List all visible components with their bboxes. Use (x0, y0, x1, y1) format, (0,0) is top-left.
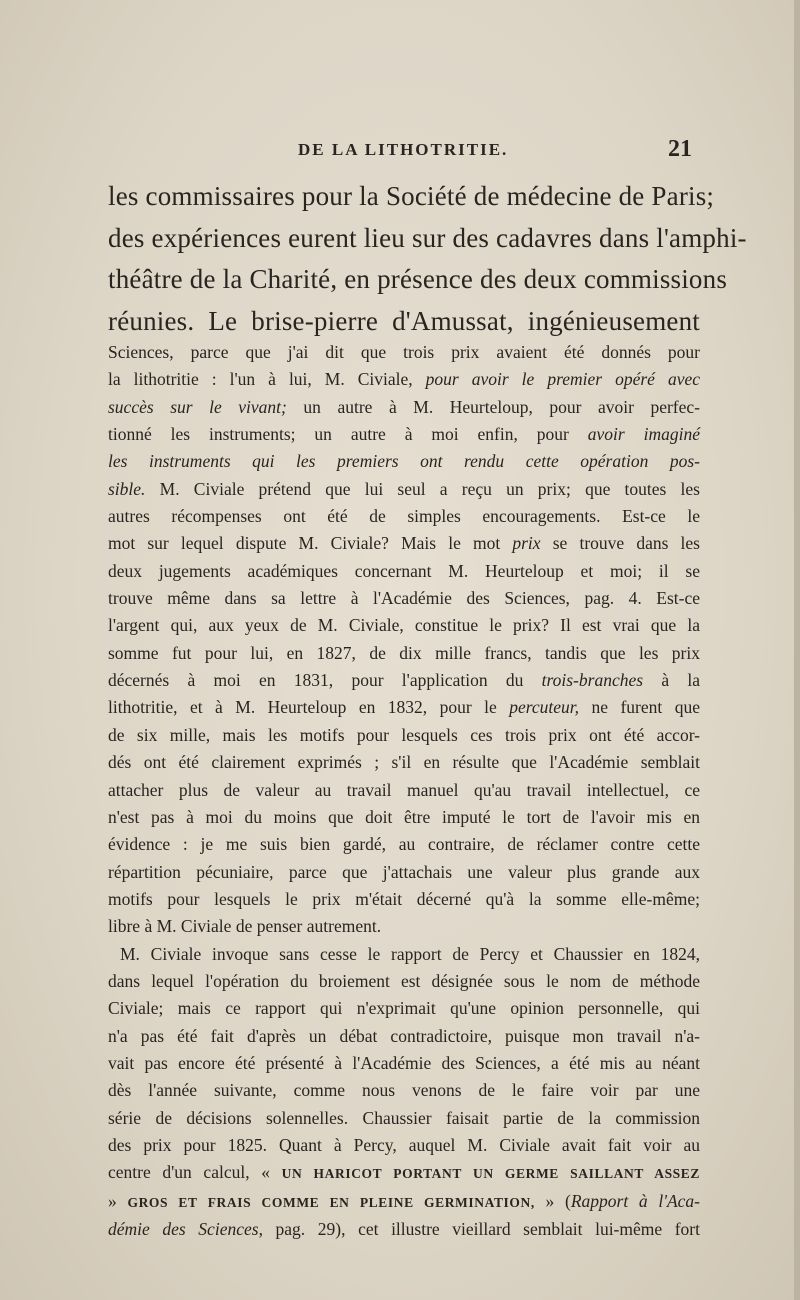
footnote-line: mot sur lequel dispute M. Civiale? Mais le mot prix se trouve dans les (108, 533, 700, 554)
footnote-line: n'a pas été fait d'après un débat contradictoire, puisque mon travail n'a- (108, 1025, 700, 1046)
footnote-line: Sciences, parce que j'ai dit que trois prix avaient été donnés pour (108, 342, 700, 362)
emphasis: sible. (108, 478, 146, 499)
footnote-line: vait pas encore été présenté à l'Académie des Sciences, a été mis au néant (108, 1052, 700, 1073)
page-number: 21 (668, 136, 692, 162)
footnote-line: attacher plus de valeur au travail manuel qu'au travail intellectuel, ce (108, 779, 700, 800)
footnote-line: » GROS ET FRAIS COMME EN PLEINE GERMINATION, » (Rapport à l'Aca- (108, 1190, 700, 1211)
footnote-line: la lithotritie : l'un à lui, M. Civiale, pour avoir le premier opéré avec (108, 369, 700, 390)
footnote-line: Civiale; mais ce rapport qui n'exprimait qu'une opinion personnelle, qui (108, 998, 700, 1019)
main-text-line: réunies. Le brise-pierre d'Amussat, ingénieusement (108, 305, 700, 336)
footnote-line: motifs pour lesquels le prix m'était décerné qu'à la somme elle-même; (108, 888, 700, 909)
footnote-line: sible. M. Civiale prétend que lui seul a reçu un prix; que toutes les (108, 478, 700, 499)
footnote-line: centre d'un calcul, « UN HARICOT PORTANT UN GERME SAILLANT ASSEZ (108, 1162, 700, 1183)
footnote-line: M. Civiale invoque sans cesse le rapport de Percy et Chaussier en 1824, (120, 943, 700, 964)
footnote-line: des prix pour 1825. Quant à Percy, auquel M. Civiale avait fait voir au (108, 1134, 700, 1155)
small-caps-quote: UN HARICOT PORTANT UN GERME SAILLANT ASSEZ (281, 1166, 700, 1182)
footnote-line: n'est pas à moi du moins que doit être imputé le tort de l'avoir mis en (108, 806, 700, 827)
footnote-line: dès l'année suivante, comme nous venons de le faire voir par une (108, 1080, 700, 1101)
emphasis: prix (512, 533, 541, 554)
footnote-line: de six mille, mais les motifs pour lesquels ces trois prix ont été accor- (108, 724, 700, 745)
emphasis: démie des Sciences (108, 1219, 259, 1239)
emphasis: les instruments qui les premiers ont rendu cette opération pos- (108, 451, 700, 472)
footnote-line: décernés à moi en 1831, pour l'application du trois-branches à la (108, 670, 700, 691)
footnote-line: évidence : je me suis bien gardé, au contraire, de réclamer contre cette (108, 834, 700, 855)
footnote-line: trouve même dans sa lettre à l'Académie des Sciences, pag. 4. Est-ce (108, 588, 700, 609)
main-text-line: des expériences eurent lieu sur des cadavres dans l'amphi- (108, 222, 747, 253)
footnote (108, 339, 700, 1243)
emphasis: trois-branches (541, 670, 644, 691)
footnote-line: l'argent qui, aux yeux de M. Civiale, constitue le prix? Il est vrai que la (108, 615, 700, 636)
page-edge (794, 0, 800, 1300)
footnote-line (108, 448, 700, 475)
footnote-line: somme fut pour lui, en 1827, de dix mille francs, tandis que les prix (108, 642, 700, 663)
footnote-line: répartition pécuniaire, parce que j'attachais une valeur plus grande aux (108, 861, 700, 882)
footnote-line: dans lequel l'opération du broiement est désignée sous le nom de méthode (108, 970, 700, 991)
footnote-line: tionné les instruments; un autre à moi enfin, pour avoir imaginé (108, 424, 700, 445)
main-text-line: les commissaires pour la Société de médecine de Paris; (108, 181, 715, 211)
footnote-line: série de décisions solennelles. Chaussier faisait partie de la commission (108, 1107, 700, 1128)
emphasis: percuteur, (509, 697, 580, 718)
footnote-line: libre à M. Civiale de penser autrement. (108, 916, 382, 937)
emphasis: succès sur le vivant; (108, 396, 287, 417)
footnote-line: démie des Sciences, pag. 29), cet illustre vieillard semblait lui-même fort (108, 1219, 701, 1239)
footnote-line: autres récompenses ont été de simples encouragements. Est-ce le (108, 506, 700, 527)
footnote-line: dés ont été clairement exprimés ; s'il en résulte que l'Académie semblait (108, 752, 700, 773)
emphasis: avoir imaginé (587, 424, 700, 445)
footnote-line: succès sur le vivant; un autre à M. Heurteloup, pour avoir perfec- (108, 396, 700, 417)
footnote-line: deux jugements académiques concernant M. Heurteloup et moi; il se (108, 560, 700, 581)
small-caps-quote: GROS ET FRAIS COMME EN PLEINE GERMINATION, (127, 1194, 535, 1210)
main-text (108, 176, 747, 342)
main-text-line: théâtre de la Charité, en présence des deux commissions (108, 264, 728, 295)
emphasis: pour avoir le premier opéré avec (425, 369, 700, 390)
running-head: DE LA LITHOTRITIE. (298, 140, 509, 159)
footnote-line: lithotritie, et à M. Heurteloup en 1832, pour le percuteur, ne furent que (108, 697, 700, 718)
emphasis: Rapport à l'Aca- (570, 1190, 700, 1211)
